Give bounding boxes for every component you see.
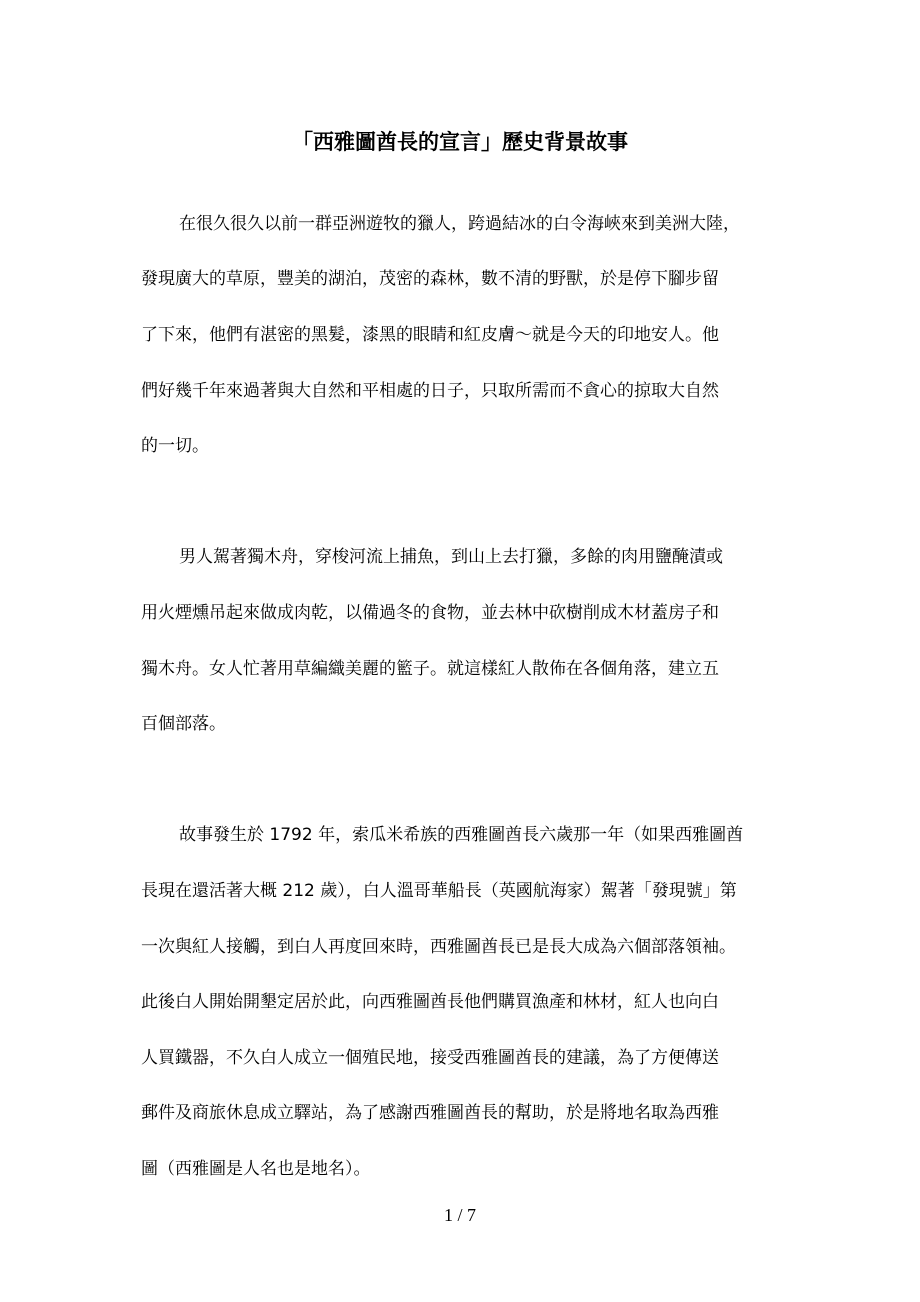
paragraph-2-line-2: 用火煙燻吊起來做成肉乾，以備過冬的食物，並去林中砍樹削成木材蓋房子和 xyxy=(141,603,719,623)
paragraph-3-line-5: 人買鐵器，不久白人成立一個殖民地，接受西雅圖酋長的建議，為了方便傳送 xyxy=(141,1048,719,1068)
document-title: 「西雅圖酋長的宣言」歷史背景故事 xyxy=(292,130,628,154)
paragraph-3-line-4: 此後白人開始開墾定居於此，向西雅圖酋長他們購買漁產和林材，紅人也向白 xyxy=(141,992,719,1012)
paragraph-3-line-1: 故事發生於 1792 年，索瓜米希族的西雅圖酋長六歲那一年（如果西雅圖酋 xyxy=(179,825,744,845)
paragraph-1-line-2: 發現廣大的草原，豐美的湖泊，茂密的森林，數不清的野獸，於是停下腳步留 xyxy=(141,269,719,289)
paragraph-3-line-3: 一次與紅人接觸，到白人再度回來時，西雅圖酋長已是長大成為六個部落領袖。 xyxy=(141,937,736,957)
paragraph-1-line-3: 了下來，他們有湛密的黑髮，漆黑的眼睛和紅皮膚～就是今天的印地安人。他 xyxy=(141,325,719,345)
page-number: 1 / 7 xyxy=(443,1205,476,1225)
paragraph-1-line-4: 們好幾千年來過著與大自然和平相處的日子，只取所需而不貪心的掠取大自然 xyxy=(141,381,719,401)
paragraph-1-line-1: 在很久很久以前一群亞洲遊牧的獵人，跨過結冰的白令海峽來到美洲大陸， xyxy=(179,214,740,234)
paragraph-3-line-7: 圖（西雅圖是人名也是地名）。 xyxy=(141,1159,371,1179)
paragraph-2-line-4: 百個部落。 xyxy=(141,714,226,734)
paragraph-3-line-6: 郵件及商旅休息成立驛站，為了感謝西雅圖酋長的幫助，於是將地名取為西雅 xyxy=(141,1103,719,1123)
paragraph-2-line-3: 獨木舟。女人忙著用草編織美麗的籃子。就這樣紅人散佈在各個角落，建立五 xyxy=(141,659,719,679)
paragraph-3-line-2: 長現在還活著大概 212 歲），白人溫哥華船長（英國航海家）駕著「發現號」第 xyxy=(141,881,737,901)
paragraph-1-line-5: 的一切。 xyxy=(141,436,209,456)
paragraph-2-line-1: 男人駕著獨木舟，穿梭河流上捕魚，到山上去打獵，多餘的肉用鹽醃漬或 xyxy=(179,547,723,567)
